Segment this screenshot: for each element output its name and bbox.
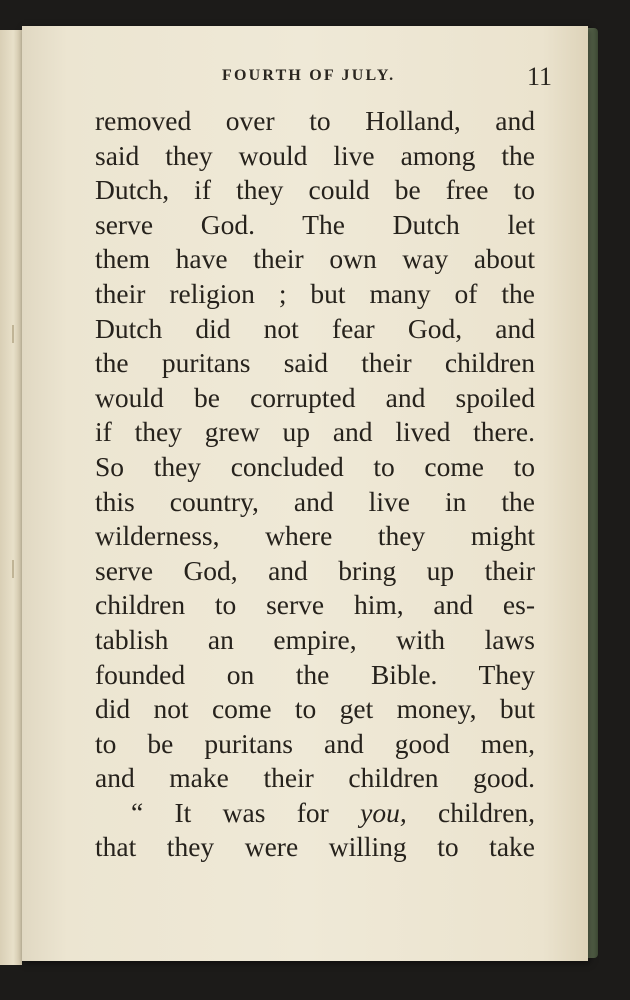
emphasized-word: you, (360, 796, 407, 828)
text-line: and make their children good. (95, 762, 535, 794)
text-line: this country, and live in the (95, 485, 535, 517)
text-line: their religion ; but many of the (95, 277, 535, 309)
text-line-paragraph-start (95, 796, 535, 831)
text-line: wilderness, where they might (95, 520, 535, 552)
text-line: Dutch, if they could be free to (95, 174, 535, 206)
text-line: said they would live among the (95, 139, 535, 171)
text-line: them have their own way about (95, 243, 535, 275)
text-line: would be corrupted and spoiled (95, 381, 535, 413)
text-line: Dutch did not fear God, and (95, 312, 535, 344)
running-head-title: FOURTH OF JULY. (222, 67, 396, 84)
text-line: tablish an empire, with laws (95, 623, 535, 655)
text-line: to be puritans and good men, (95, 727, 535, 759)
text-line: removed over to Holland, and (95, 105, 535, 136)
text-line: if they grew up and lived there. (95, 416, 535, 448)
text-line: So they concluded to come to (95, 450, 535, 482)
body-text (95, 104, 535, 865)
text-line: children to serve him, and es- (95, 589, 535, 621)
facing-page-edge (0, 30, 22, 965)
text-line: did not come to get money, but (95, 693, 535, 725)
quote-prefix: “ It was for (131, 796, 329, 828)
text-line: serve God, and bring up their (95, 554, 535, 586)
page-number: 11 (526, 62, 552, 91)
running-head (222, 62, 562, 92)
text-line: the puritans said their children (95, 347, 535, 379)
quote-suffix: children, (438, 796, 536, 828)
text-line: founded on the Bible. They (95, 658, 535, 690)
text-line: that they were willing to take (95, 831, 535, 863)
text-line: serve God. The Dutch let (95, 208, 535, 240)
